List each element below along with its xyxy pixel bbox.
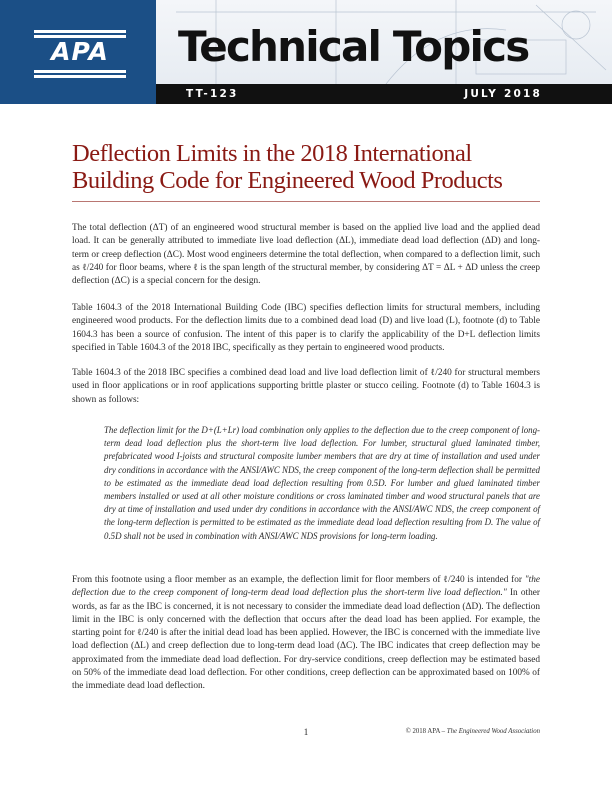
paragraph-4-part-1: From this footnote using a floor member as an example, the deflection limit for floor members of ℓ/240 is intended for — [72, 575, 525, 585]
paragraph-4-quote: "the deflection due to the creep component of long-term dead load deflection plus the short-term live load deflection." — [72, 575, 540, 599]
title-line-1: Deflection Limits in the 2018 International — [72, 140, 472, 167]
page-number: 1 — [303, 727, 309, 737]
footnote-quote: The deflection limit for the D+(L+Lr) load combination only applies to the deflection due to the creep component of long-term dead load deflection plus the short-term live load deflection. For lumber, structural glued laminated timber, prefabricated wood I-joists and structural composite lumber members that are dry at time of installation and used under dry conditions in accordance with the ANSI/AWC NDS, the creep component of the long-term deflection shall be permitted to be estimated as the immediate dead load deflection resulting from 0.5D. For lumber and glued laminated timber members installed or used at all other moisture conditions or cross laminated timber and wood structural panels that are dry at time of installation and used under dry conditions in accordance with the ANSI/AWC NDS, the creep component of the long-term deflection is permitted to be estimated as the immediate dead load deflection resulting from D. The value of 0.5D shall not be used in combination with ANSI/AWC NDS provisions for long-term loading. — [104, 425, 540, 541]
copyright — [406, 728, 540, 735]
logo-text: APA — [51, 37, 109, 66]
logo-stripe-top — [34, 30, 126, 33]
copyright-prefix: © 2018 APA – — [405, 728, 447, 735]
logo-stripe-bottom-2 — [34, 75, 126, 78]
paragraph-2: Table 1604.3 of the 2018 International Building Code (IBC) specifies deflection limits for structural members, including engineered wood products. For the deflection limits due to a combined dead load (D) and live load (L), footnote (d) to Table 1604.3 has been a source of confusion. The intent of this paper is to clarify the applicability of the D+L deflection limits specified in Table 1604.3 of the 2018 IBC, specifically as they pertain to engineered wood products. — [72, 303, 540, 353]
header — [0, 0, 612, 104]
title-divider — [72, 201, 540, 202]
paragraph-1: The total deflection (ΔT) of an engineered wood structural member is based on the applied live load and the applied dead load. It can be generally attributed to immediate live load deflection (ΔL), immediate dead load deflection (ΔD) and long-term or creep deflection (ΔC). Most wood engineers determine the total deflection, when compared to a deflection limit, such as ℓ/240 for floor beams, where ℓ is the span length of the structural member, by considering ΔT = ΔL + ΔD unless the creep deflection (ΔC) is a special concern for the design. — [72, 223, 540, 287]
apa-logo — [0, 0, 156, 104]
header-title: Technical Topics — [178, 22, 529, 71]
logo-stripe-bottom — [34, 70, 126, 73]
paragraph-4-part-3: In other words, as far as the IBC is concerned, it is not necessary to consider the immediate dead load deflection (ΔD). The deflection limit in the IBC is only concerned with the deflection that occurs after the dead load has been applied. For example, the starting point for ℓ/240 is after the initial dead load has been applied. However, the IBC is concerned with the immediate live load deflection (ΔL) and creep deflection due to long-term dead load (ΔC). The IBC indicates that creep deflection may be approximated from the immediate dead load deflection. For dry-service conditions, creep deflection may be estimated based on 50% of the immediate dead load deflection. For other conditions, creep deflection can be approximated based on 100% of the immediate dead load deflection. — [72, 588, 540, 692]
document-code: TT-123 — [186, 88, 239, 100]
document-title — [72, 140, 542, 194]
paragraph-4 — [72, 574, 540, 694]
document-date: JULY 2018 — [464, 88, 542, 100]
title-line-2: Building Code for Engineered Wood Products — [72, 167, 503, 194]
paragraph-3: Table 1604.3 of the 2018 IBC specifies a combined dead load and live load deflection limit of ℓ/240 for structural members used in floor applications or in roof applications supporting brittle plaster or stucco ceiling. Footnote (d) to Table 1604.3 is shown as follows: — [72, 368, 540, 405]
copyright-org: The Engineered Wood Association — [446, 728, 540, 735]
